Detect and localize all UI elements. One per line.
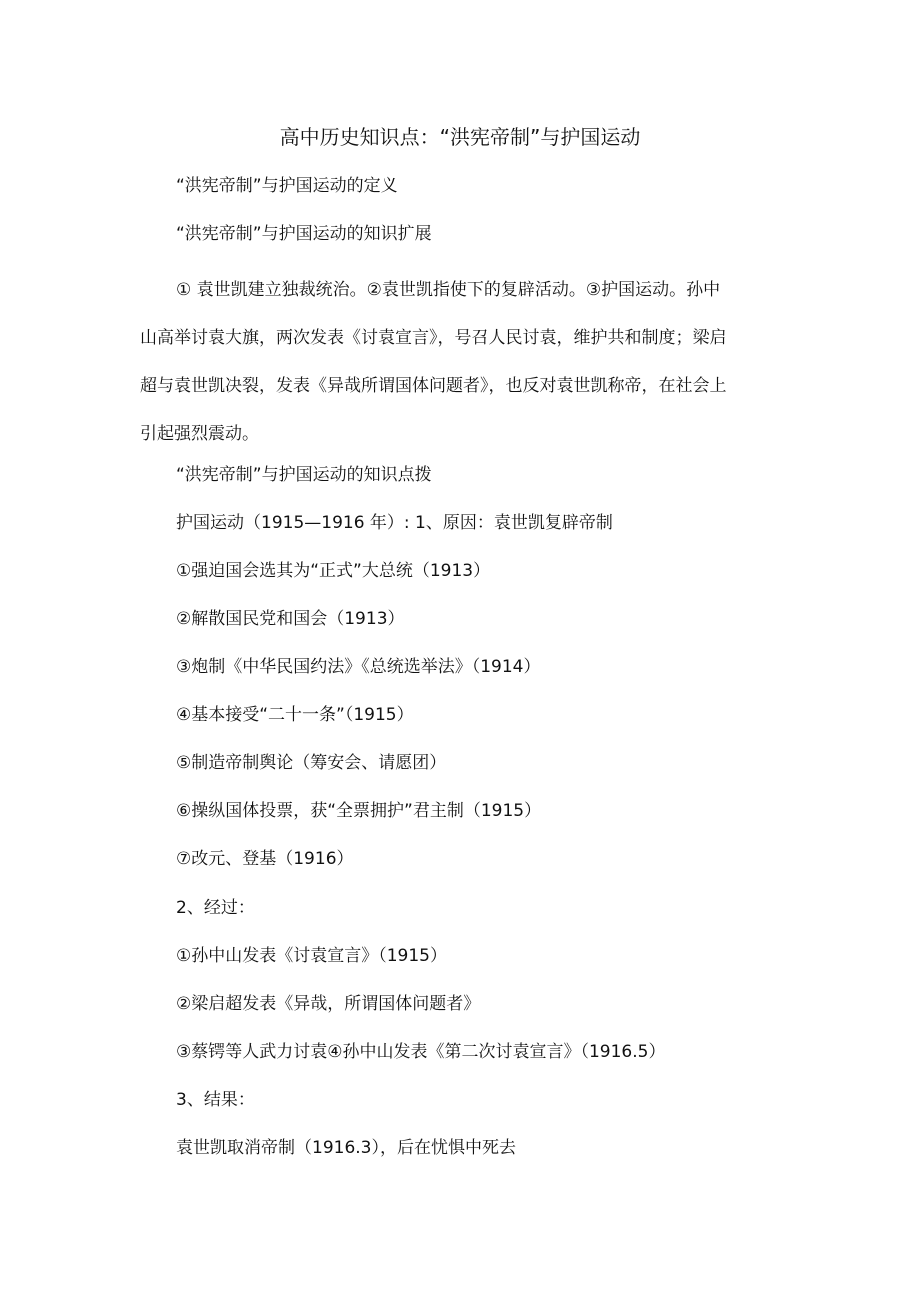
cause-item: ②解散国民党和国会（1913）	[176, 609, 405, 629]
paragraph-line: 引起强烈震动。	[140, 424, 259, 444]
cause-item: ③炮制《中华民国约法》《总统选举法》（1914）	[176, 657, 541, 677]
cause-item: ⑦改元、登基（1916）	[176, 849, 354, 869]
cause-item: ⑥操纵国体投票，获“全票拥护”君主制（1915）	[176, 801, 542, 821]
section-heading-tips: “洪宪帝制”与护国运动的知识点拨	[176, 465, 432, 485]
document-title: 高中历史知识点：“洪宪帝制”与护国运动	[279, 125, 641, 149]
result-text: 袁世凯取消帝制（1916.3），后在忧惧中死去	[176, 1138, 516, 1158]
extension-paragraph	[140, 266, 782, 458]
process-heading: 2、经过：	[176, 898, 255, 918]
cause-heading: 护国运动（1915—1916 年）: 1、原因：袁世凯复辟帝制	[176, 513, 613, 533]
process-item: ①孙中山发表《讨袁宣言》（1915）	[176, 946, 448, 966]
result-heading: 3、结果：	[176, 1090, 255, 1110]
cause-item: ①强迫国会选其为“正式”大总统（1913）	[176, 561, 491, 581]
process-item: ②梁启超发表《异哉，所谓国体问题者》	[176, 994, 481, 1014]
paragraph-line: 山高举讨袁大旗，两次发表《讨袁宣言》，号召人民讨袁，维护共和制度；梁启	[140, 328, 727, 348]
paragraph-line: ① 袁世凯建立独裁统治。②袁世凯指使下的复辟活动。③护国运动。孙中	[176, 280, 721, 300]
process-item: ③蔡锷等人武力讨袁④孙中山发表《第二次讨袁宣言》（1916.5）	[176, 1042, 666, 1062]
cause-item: ④基本接受“二十一条”（1915）	[176, 705, 414, 725]
cause-item: ⑤制造帝制舆论（筹安会、请愿团）	[176, 753, 447, 773]
section-heading-extension: “洪宪帝制”与护国运动的知识扩展	[176, 224, 432, 244]
section-heading-definition: “洪宪帝制”与护国运动的定义	[176, 176, 398, 196]
paragraph-line: 超与袁世凯决裂，发表《异哉所谓国体问题者》，也反对袁世凯称帝，在社会上	[140, 376, 727, 396]
